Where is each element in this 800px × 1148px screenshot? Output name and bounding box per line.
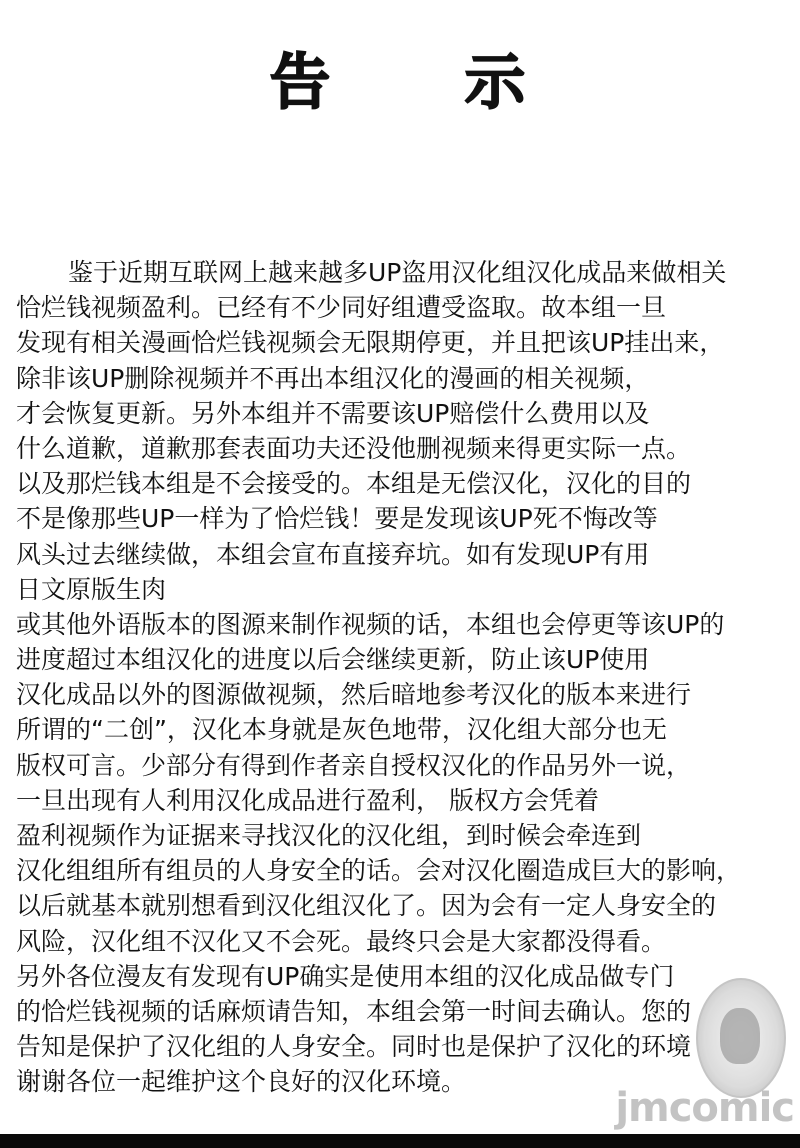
body-line: 进度超过本组汉化的进度以后会继续更新，防止该UP使用 (16, 645, 650, 675)
body-line: 谢谢各位一起维护这个良好的汉化环境。 (16, 1067, 467, 1097)
body-line: 才会恢复更新。另外本组并不需要该UP赔偿什么费用以及 (16, 398, 650, 428)
body-line: 所谓的“二创”，汉化本身就是灰色地带，汉化组大部分也无 (16, 715, 667, 745)
body-line: 除非该UP删除视频并不再出本组汉化的漫画的相关视频， (16, 363, 650, 393)
body-line: 风头过去继续做，本组会宣布直接弃坑。如有发现UP有用 (16, 539, 650, 569)
body-line: 鉴于近期互联网上越来越多UP盗用汉化组汉化成品来做相关 (68, 258, 727, 287)
body-line: 或其他外语版本的图源来制作视频的话，本组也会停更等该UP的 (16, 609, 725, 639)
body-line: 以后就基本就别想看到汉化组汉化了。因为会有一定人身安全的 (16, 891, 717, 921)
body-line: 的恰烂钱视频的话麻烦请告知，本组会第一时间去确认。您的 (16, 996, 692, 1026)
body-line: 一旦出现有人利用汉化成品进行盈利， 版权方会凭着 (16, 785, 599, 815)
body-line: 汉化成品以外的图源做视频，然后暗地参考汉化的版本来进行 (16, 680, 692, 710)
title-char-2: 示 (465, 48, 525, 118)
watermark: jmcomic (615, 1085, 794, 1131)
body-line: 告知是保护了汉化组的人身安全。同时也是保护了汉化的环境 (16, 1032, 692, 1062)
body-line: 另外各位漫友有发现有UP确实是使用本组的汉化成品做专门 (16, 961, 675, 991)
body-line: 恰烂钱视频盈利。已经有不少同好组遭受盗取。故本组一旦 (16, 293, 667, 323)
notice-body (16, 255, 800, 1100)
bottom-bar (0, 1134, 800, 1148)
stamp-seal (696, 978, 786, 1098)
body-line: 什么道歉，道歉那套表面功夫还没他删视频来得更实际一点。 (16, 433, 692, 463)
body-line: 不是像那些UP一样为了恰烂钱！要是发现该UP死不悔改等 (16, 504, 658, 534)
body-line: 盈利视频作为证据来寻找汉化的汉化组，到时候会牵连到 (16, 821, 642, 850)
body-line: 发现有相关漫画恰烂钱视频会无限期停更，并且把该UP挂出来， (16, 328, 725, 358)
stamp-figure (720, 1008, 760, 1064)
body-line: 风险，汉化组不汉化又不会死。最终只会是大家都没得看。 (16, 926, 667, 956)
body-line: 日文原版生肉 (16, 574, 167, 604)
notice-title (0, 48, 800, 118)
body-line: 版权可言。少部分有得到作者亲自授权汉化的作品另外一说， (16, 750, 692, 780)
body-line: 以及那烂钱本组是不会接受的。本组是无偿汉化，汉化的目的 (16, 469, 692, 499)
body-line: 汉化组组所有组员的人身安全的话。会对汉化圈造成巨大的影响， (16, 856, 742, 886)
title-char-1: 告 (270, 48, 330, 118)
